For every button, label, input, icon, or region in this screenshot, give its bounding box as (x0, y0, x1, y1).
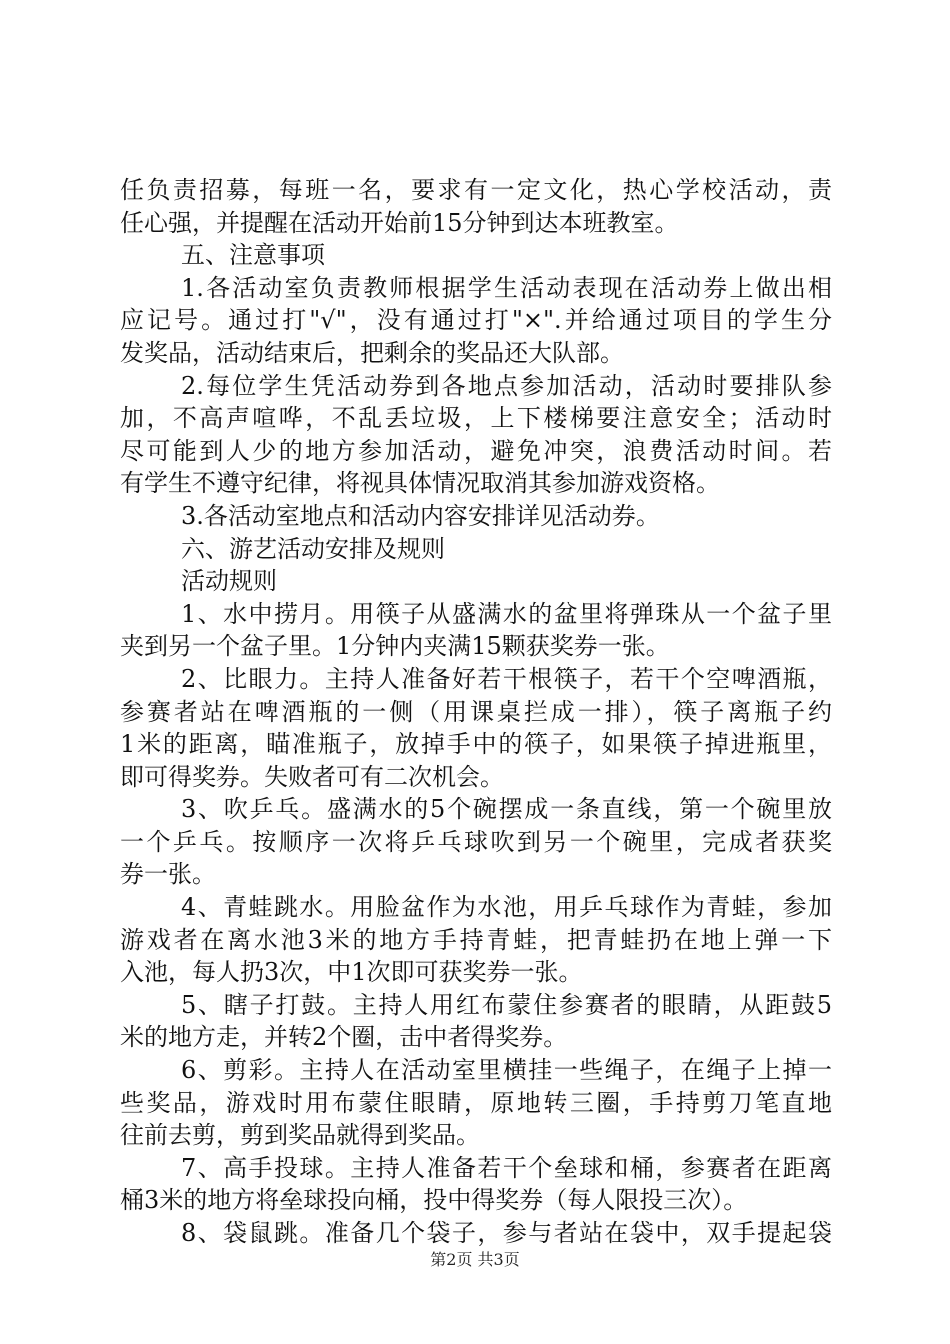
text-line: 游戏者在离水池3米的地方手持青蛙，把青蛙扔在地上弹一下 (120, 925, 832, 954)
text-line: 入池，每人扔3次，中1次即可获奖券一张。 (120, 958, 583, 987)
text-line: 六、游艺活动安排及规则 (181, 534, 445, 563)
text-line: 4、青蛙跳水。用脸盆作为水池，用乒乓球作为青蛙，参加 (181, 893, 832, 922)
document-body (120, 174, 832, 1250)
text-line: 发奖品，活动结束后，把剩余的奖品还大队部。 (120, 338, 624, 367)
text-line: 任心强，并提醒在活动开始前15分钟到达本班教室。 (120, 208, 679, 237)
text-line: 任负责招募，每班一名，要求有一定文化，热心学校活动，责 (120, 176, 832, 204)
text-line: 6、剪彩。主持人在活动室里横挂一些绳子，在绳子上掉一 (181, 1056, 832, 1085)
text-line: 8、袋鼠跳。准备几个袋子，参与者站在袋中，双手提起袋 (181, 1219, 832, 1247)
text-line: 1米的距离，瞄准瓶子，放掉手中的筷子，如果筷子掉进瓶里， (120, 730, 832, 759)
page-number-footer: 第2页 共3页 (430, 1250, 520, 1269)
text-line: 些奖品，游戏时用布蒙住眼睛，原地转三圈，手持剪刀笔直地 (120, 1088, 832, 1117)
text-line: 加，不高声喧哗，不乱丢垃圾，上下楼梯要注意安全；活动时 (120, 404, 832, 433)
text-line: 券一张。 (120, 860, 216, 889)
text-line: 应记号。通过打"√"，没有通过打"×".并给通过项目的学生分 (120, 306, 832, 335)
text-line: 往前去剪，剪到奖品就得到奖品。 (120, 1121, 480, 1150)
text-line: 7、高手投球。主持人准备若干个垒球和桶，参赛者在距离 (181, 1153, 832, 1182)
text-line: 3.各活动室地点和活动内容安排详见活动券。 (181, 501, 660, 530)
text-line: 有学生不遵守纪律，将视具体情况取消其参加游戏资格。 (120, 469, 720, 498)
text-line: 即可得奖券。失败者可有二次机会。 (120, 762, 504, 791)
text-line: 3、吹乒乓。盛满水的5个碗摆成一条直线，第一个碗里放 (181, 795, 832, 824)
text-line: 2、比眼力。主持人准备好若干根筷子，若干个空啤酒瓶， (181, 664, 832, 693)
text-line: 桶3米的地方将垒球投向桶，投中得奖券（每人限投三次）。 (120, 1186, 748, 1215)
text-line: 5、瞎子打鼓。主持人用红布蒙住参赛者的眼睛，从距鼓5 (181, 990, 832, 1019)
text-line: 夹到另一个盆子里。1分钟内夹满15颗获奖券一张。 (120, 632, 670, 661)
text-line: 1、水中捞月。用筷子从盛满水的盆里将弹珠从一个盆子里 (181, 599, 832, 628)
text-line: 活动规则 (181, 567, 277, 596)
text-line: 尽可能到人少的地方参加活动，避免冲突，浪费活动时间。若 (120, 436, 832, 465)
text-line: 一个乒乓。按顺序一次将乒乓球吹到另一个碗里，完成者获奖 (120, 827, 832, 856)
text-line: 参赛者站在啤酒瓶的一侧（用课桌拦成一排），筷子离瓶子约 (120, 697, 832, 726)
text-line: 2.每位学生凭活动券到各地点参加活动，活动时要排队参 (181, 371, 832, 400)
text-line: 米的地方走，并转2个圈，击中者得奖券。 (120, 1023, 568, 1052)
text-line: 五、注意事项 (181, 241, 325, 270)
text-line: 1.各活动室负责教师根据学生活动表现在活动券上做出相 (181, 273, 832, 302)
